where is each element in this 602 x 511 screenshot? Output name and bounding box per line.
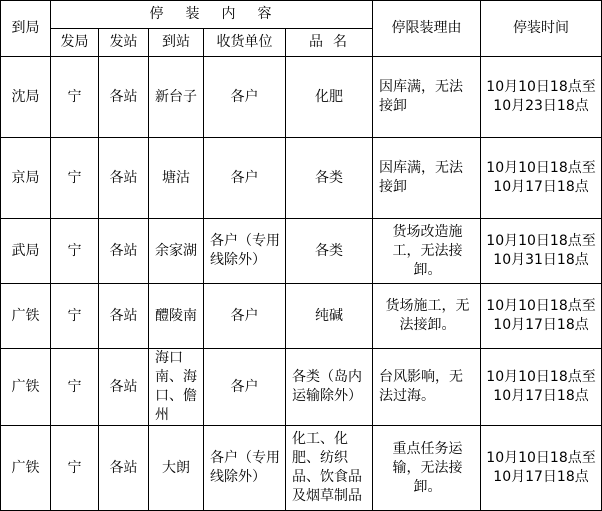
header-consignee: 收货单位 <box>204 29 286 57</box>
table-row <box>1 138 602 219</box>
cell-from-bureau: 宁 <box>51 349 99 426</box>
cell-from-bureau: 宁 <box>51 138 99 219</box>
header-goods: 品名 <box>286 29 373 57</box>
cell-to-bureau: 广铁 <box>1 349 51 426</box>
cell-from-station: 各站 <box>99 219 149 284</box>
cell-to-station: 余家湖 <box>149 219 204 284</box>
cell-time: 10月10日18点至10月31日18点 <box>481 219 602 284</box>
table-row <box>1 219 602 284</box>
cell-reason: 因库满，无法接卸 <box>373 57 481 138</box>
header-from-station: 发站 <box>99 29 149 57</box>
header-to-station: 到站 <box>149 29 204 57</box>
cell-goods: 各类 <box>286 219 373 284</box>
cell-to-bureau: 沈局 <box>1 57 51 138</box>
cell-consignee: 各户（专用线除外） <box>204 219 286 284</box>
cell-from-bureau: 宁 <box>51 426 99 511</box>
cell-reason: 台风影响，无法过海。 <box>373 349 481 426</box>
cell-from-bureau: 宁 <box>51 284 99 349</box>
cell-from-station: 各站 <box>99 284 149 349</box>
header-content-group: 停装内容 <box>51 1 373 29</box>
table-row <box>1 426 602 511</box>
cell-from-station: 各站 <box>99 349 149 426</box>
header-to-bureau: 到局 <box>1 1 51 57</box>
cell-to-bureau: 广铁 <box>1 426 51 511</box>
cell-consignee: 各户 <box>204 349 286 426</box>
cell-consignee: 各户 <box>204 138 286 219</box>
header-row-top <box>1 1 602 29</box>
cell-from-bureau: 宁 <box>51 57 99 138</box>
cell-from-station: 各站 <box>99 138 149 219</box>
cell-goods: 各类（岛内运输除外） <box>286 349 373 426</box>
cell-to-bureau: 广铁 <box>1 284 51 349</box>
cell-consignee: 各户（专用线除外） <box>204 426 286 511</box>
cell-to-bureau: 武局 <box>1 219 51 284</box>
cell-time: 10月10日18点至10月17日18点 <box>481 138 602 219</box>
cell-consignee: 各户 <box>204 284 286 349</box>
cell-to-station: 海口南、海口、儋州 <box>149 349 204 426</box>
cell-time: 10月10日18点至10月17日18点 <box>481 349 602 426</box>
cell-goods: 化肥 <box>286 57 373 138</box>
cell-goods: 化工、化肥、纺织品、饮食品及烟草制品 <box>286 426 373 511</box>
cell-from-station: 各站 <box>99 426 149 511</box>
cell-consignee: 各户 <box>204 57 286 138</box>
cell-time: 10月10日18点至10月17日18点 <box>481 426 602 511</box>
cell-reason: 因库满，无法接卸 <box>373 138 481 219</box>
cell-to-bureau: 京局 <box>1 138 51 219</box>
cell-to-station: 塘沽 <box>149 138 204 219</box>
cell-reason: 重点任务运输，无法接卸。 <box>373 426 481 511</box>
cell-time: 10月10日18点至10月23日18点 <box>481 57 602 138</box>
cell-reason: 货场施工，无法接卸。 <box>373 284 481 349</box>
cell-reason: 货场改造施工，无法接卸。 <box>373 219 481 284</box>
cell-goods: 纯碱 <box>286 284 373 349</box>
header-reason: 停限装理由 <box>373 1 481 57</box>
table-row <box>1 349 602 426</box>
header-from-bureau: 发局 <box>51 29 99 57</box>
cell-goods: 各类 <box>286 138 373 219</box>
cell-from-bureau: 宁 <box>51 219 99 284</box>
cell-to-station: 醴陵南 <box>149 284 204 349</box>
table-row <box>1 57 602 138</box>
cell-to-station: 新台子 <box>149 57 204 138</box>
cell-from-station: 各站 <box>99 57 149 138</box>
cell-to-station: 大朗 <box>149 426 204 511</box>
table-row <box>1 284 602 349</box>
header-time: 停装时间 <box>481 1 602 57</box>
cell-time: 10月10日18点至10月17日18点 <box>481 284 602 349</box>
